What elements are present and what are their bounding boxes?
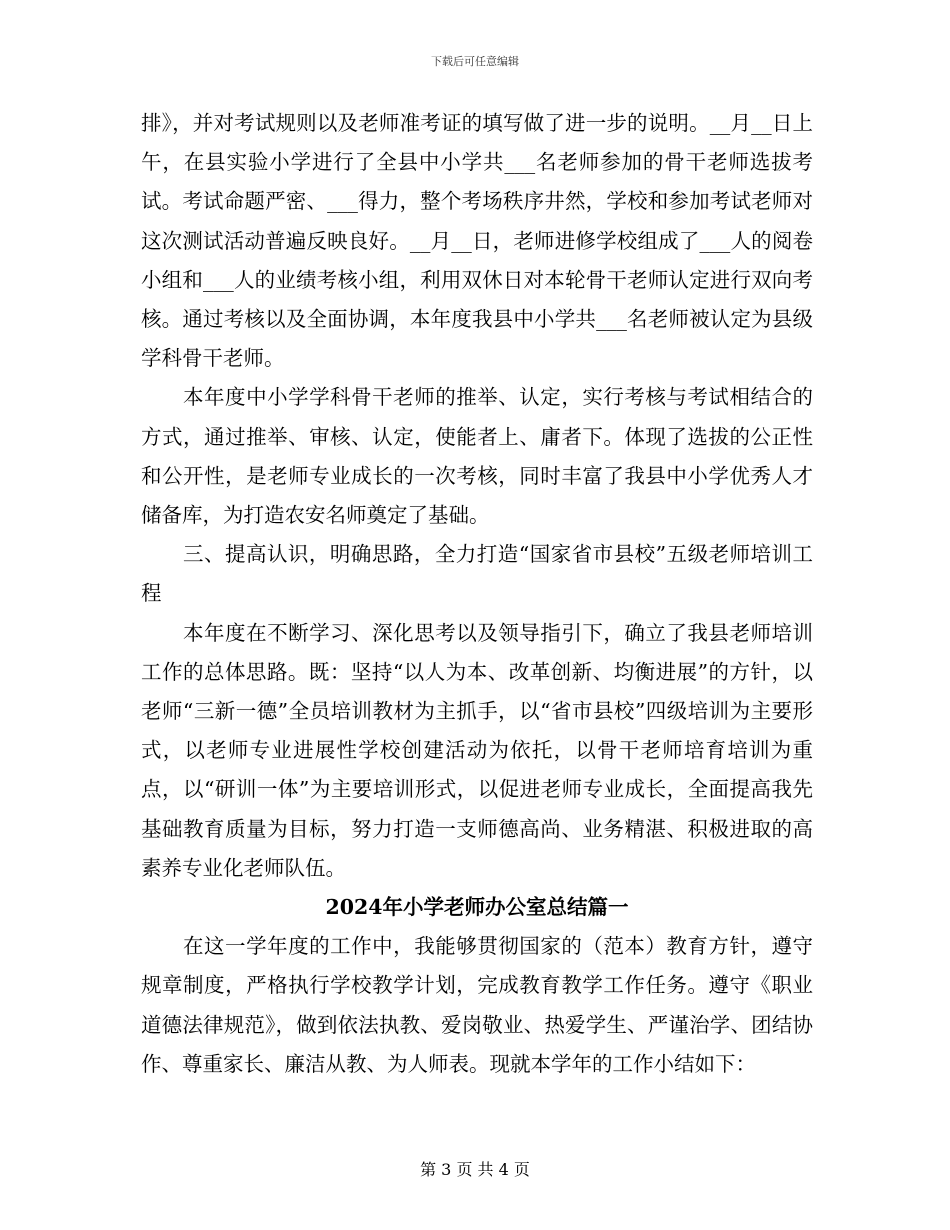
page-number: 第 3 页 共 4 页 xyxy=(420,1160,530,1179)
paragraph-summary-intro: 在这一学年度的工作中，我能够贯彻国家的（范本）教育方针，遵守规章制度，严格执行学校教学计划，完成教育教学工作任务。遵守《职业道德法律规范》，做到依法执教、爱岗敬业、热爱学生、严谨治学、团结协作、尊重家长、廉洁从教、为人师表。现就本学年的工作小结如下： xyxy=(141,934,813,1076)
section-title: 2024年小学老师办公室总结篇一 xyxy=(325,895,629,920)
section-heading-three: 三、提高认识，明确思路，全力打造“国家省市县校”五级老师培训工程 xyxy=(141,542,813,606)
paragraph-selection-method: 本年度中小学学科骨干老师的推举、认定，实行考核与考试相结合的方式，通过推举、审核、认定，使能者上、庸者下。体现了选拔的公正性和公开性，是老师专业成长的一次考核，同时丰富了我县中小学优秀人才储备库，为打造农安名师奠定了基础。 xyxy=(141,385,813,528)
document-body xyxy=(141,104,813,1084)
paragraph-continued: 排》，并对考试规则以及老师准考证的填写做了进一步的说明。__月__日上午，在县实验小学进行了全县中小学共___名老师参加的骨干老师选拔考试。考试命题严密、___得力，整个考场秩序井然，学校和参加考试老师对这次测试活动普遍反映良好。__月__日，老师进修学校组成了___人的阅卷小组和___人的业绩考核小组，利用双休日对本轮骨干老师认定进行双向考核。通过考核以及全面协调，本年度我县中小学共___名老师被认定为县级学科骨干老师。 xyxy=(141,111,813,371)
page-header: 下载后可任意编辑 xyxy=(431,55,519,68)
paragraph-training-approach: 本年度在不断学习、深化思考以及领导指引下，确立了我县老师培训工作的总体思路。既：坚持“以人为本、改革创新、均衡进展”的方针，以老师“三新一德”全员培训教材为主抓手，以“省市县校”四级培训为主要形式，以老师专业进展性学校创建活动为依托，以骨干老师培育培训为重点，以“研训一体”为主要培训形式，以促进老师专业成长，全面提高我先基础教育质量为目标，努力打造一支师德高尚、业务精湛、积极进取的高素养专业化老师队伍。 xyxy=(141,620,813,880)
